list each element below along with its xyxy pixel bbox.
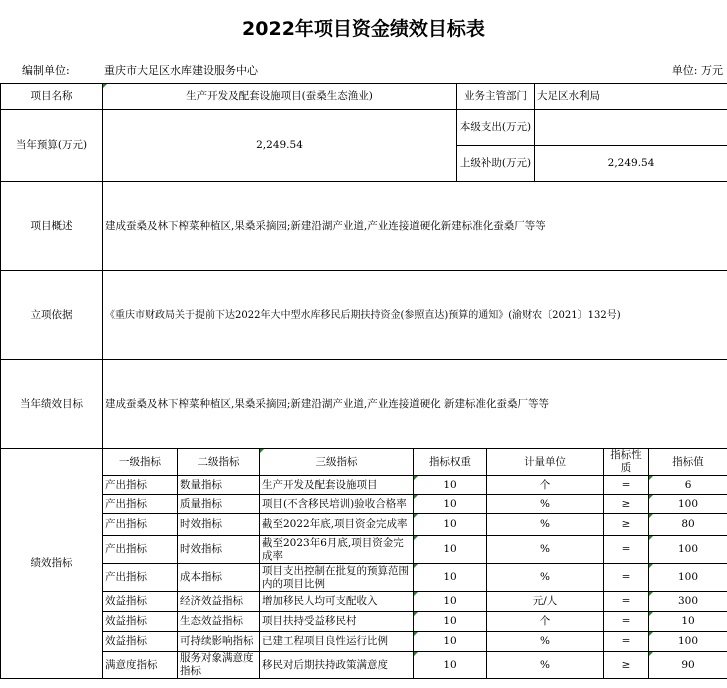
level2-cell: 数量指标 — [178, 476, 260, 495]
header-unit: 计量单位 — [487, 449, 604, 476]
level1-cell: 产出指标 — [103, 495, 178, 514]
weight-cell: 10 — [414, 476, 487, 495]
level2-cell: 服务对象满意度指标 — [178, 652, 260, 679]
value-cell: 80 — [649, 514, 727, 536]
weight-cell: 10 — [414, 652, 487, 679]
overview-label: 项目概述 — [1, 182, 103, 271]
level2-cell: 经济效益指标 — [178, 592, 260, 612]
table-row — [1, 495, 727, 514]
unit-cell: % — [487, 632, 604, 652]
unit-label: 单位: 万元 — [671, 64, 723, 77]
header-level1: 一级指标 — [103, 449, 178, 476]
level2-cell: 可持续影响指标 — [178, 632, 260, 652]
org-label: 编制单位: — [22, 64, 70, 77]
unit-cell: % — [487, 564, 604, 592]
goal-value: 建成蚕桑及林下榨菜种植区,果桑采摘园;新建沿湖产业道,产业连接道硬化 新建标准化蚕桑厂等等 — [103, 360, 727, 449]
level1-cell: 效益指标 — [103, 632, 178, 652]
weight-cell: 10 — [414, 612, 487, 632]
nature-cell: ≥ — [604, 652, 649, 679]
table-row — [1, 564, 727, 592]
value-cell: 6 — [649, 476, 727, 495]
local-expense-value — [535, 110, 727, 146]
overview-value: 建成蚕桑及林下榨菜种植区,果桑采摘园;新建沿湖产业道,产业连接道硬化新建标准化蚕桑厂等等 — [103, 182, 727, 271]
value-cell: 300 — [649, 592, 727, 612]
org-name: 重庆市大足区水库建设服务中心 — [104, 64, 258, 77]
value-cell: 100 — [649, 564, 727, 592]
header-level2: 二级指标 — [178, 449, 260, 476]
level1-cell: 产出指标 — [103, 536, 178, 564]
table-row — [1, 612, 727, 632]
performance-table — [0, 83, 727, 679]
dept-value: 大足区水利局 — [535, 84, 727, 110]
level3-cell: 增加移民人均可支配收入 — [260, 592, 414, 612]
value-cell: 100 — [649, 536, 727, 564]
level2-cell: 成本指标 — [178, 564, 260, 592]
subsidy-value: 2,249.54 — [535, 146, 727, 182]
weight-cell: 10 — [414, 564, 487, 592]
table-row — [1, 476, 727, 495]
level3-cell: 截至2022年底,项目资金完成率 — [260, 514, 414, 536]
level3-cell: 项目扶持受益移民村 — [260, 612, 414, 632]
level2-cell: 时效指标 — [178, 514, 260, 536]
project-name-label: 项目名称 — [1, 84, 103, 110]
level1-cell: 效益指标 — [103, 592, 178, 612]
level3-cell: 截至2023年6月底,项目资金完成率 — [260, 536, 414, 564]
level3-cell: 项目支出控制在批复的预算范围内的项目比例 — [260, 564, 414, 592]
value-cell: 90 — [649, 652, 727, 679]
header-weight: 指标权重 — [414, 449, 487, 476]
table-row — [1, 592, 727, 612]
nature-cell: = — [604, 632, 649, 652]
page-title: 2022年项目资金绩效目标表 — [242, 18, 485, 40]
level1-cell: 满意度指标 — [103, 652, 178, 679]
unit-cell: 个 — [487, 476, 604, 495]
value-cell: 10 — [649, 612, 727, 632]
unit-cell: % — [487, 514, 604, 536]
nature-cell: = — [604, 476, 649, 495]
project-name-value: 生产开发及配套设施项目(蚕桑生态渔业) — [103, 84, 457, 110]
budget-label: 当年预算(万元) — [1, 110, 103, 182]
perf-label: 绩效指标 — [1, 449, 103, 679]
weight-cell: 10 — [414, 536, 487, 564]
level2-cell: 生态效益指标 — [178, 612, 260, 632]
goal-label: 当年绩效目标 — [1, 360, 103, 449]
level3-cell: 项目(不含移民培训)验收合格率 — [260, 495, 414, 514]
unit-cell: % — [487, 536, 604, 564]
weight-cell: 10 — [414, 632, 487, 652]
unit-cell: 个 — [487, 612, 604, 632]
level2-cell: 质量指标 — [178, 495, 260, 514]
header-level3: 三级指标 — [260, 449, 414, 476]
value-cell: 100 — [649, 495, 727, 514]
level2-cell: 时效指标 — [178, 536, 260, 564]
weight-cell: 10 — [414, 592, 487, 612]
subsidy-label: 上级补助(万元) — [457, 146, 535, 182]
budget-value: 2,249.54 — [103, 110, 457, 182]
value-cell: 100 — [649, 632, 727, 652]
header-nature: 指标性质 — [604, 449, 649, 476]
unit-cell: 元/人 — [487, 592, 604, 612]
level1-cell: 产出指标 — [103, 476, 178, 495]
table-row — [1, 632, 727, 652]
level3-cell: 移民对后期扶持政策满意度 — [260, 652, 414, 679]
unit-cell: % — [487, 495, 604, 514]
unit-cell: % — [487, 652, 604, 679]
level3-cell: 生产开发及配套设施项目 — [260, 476, 414, 495]
level1-cell: 效益指标 — [103, 612, 178, 632]
level1-cell: 产出指标 — [103, 564, 178, 592]
local-expense-label: 本级支出(万元) — [457, 110, 535, 146]
weight-cell: 10 — [414, 495, 487, 514]
nature-cell: = — [604, 536, 649, 564]
nature-cell: ≥ — [604, 495, 649, 514]
dept-label: 业务主管部门 — [457, 84, 535, 110]
nature-cell: ≥ — [604, 514, 649, 536]
basis-label: 立项依据 — [1, 271, 103, 360]
nature-cell: = — [604, 592, 649, 612]
table-row — [1, 536, 727, 564]
weight-cell: 10 — [414, 514, 487, 536]
nature-cell: = — [604, 612, 649, 632]
header-value: 指标值 — [649, 449, 727, 476]
level1-cell: 产出指标 — [103, 514, 178, 536]
level3-cell: 已建工程项目良性运行比例 — [260, 632, 414, 652]
table-row — [1, 652, 727, 679]
nature-cell: = — [604, 564, 649, 592]
basis-value: 《重庆市财政局关于提前下达2022年大中型水库移民后期扶持资金(参照直达)预算的通知》(渝财农〔2021〕132号) — [103, 271, 727, 360]
table-row — [1, 514, 727, 536]
